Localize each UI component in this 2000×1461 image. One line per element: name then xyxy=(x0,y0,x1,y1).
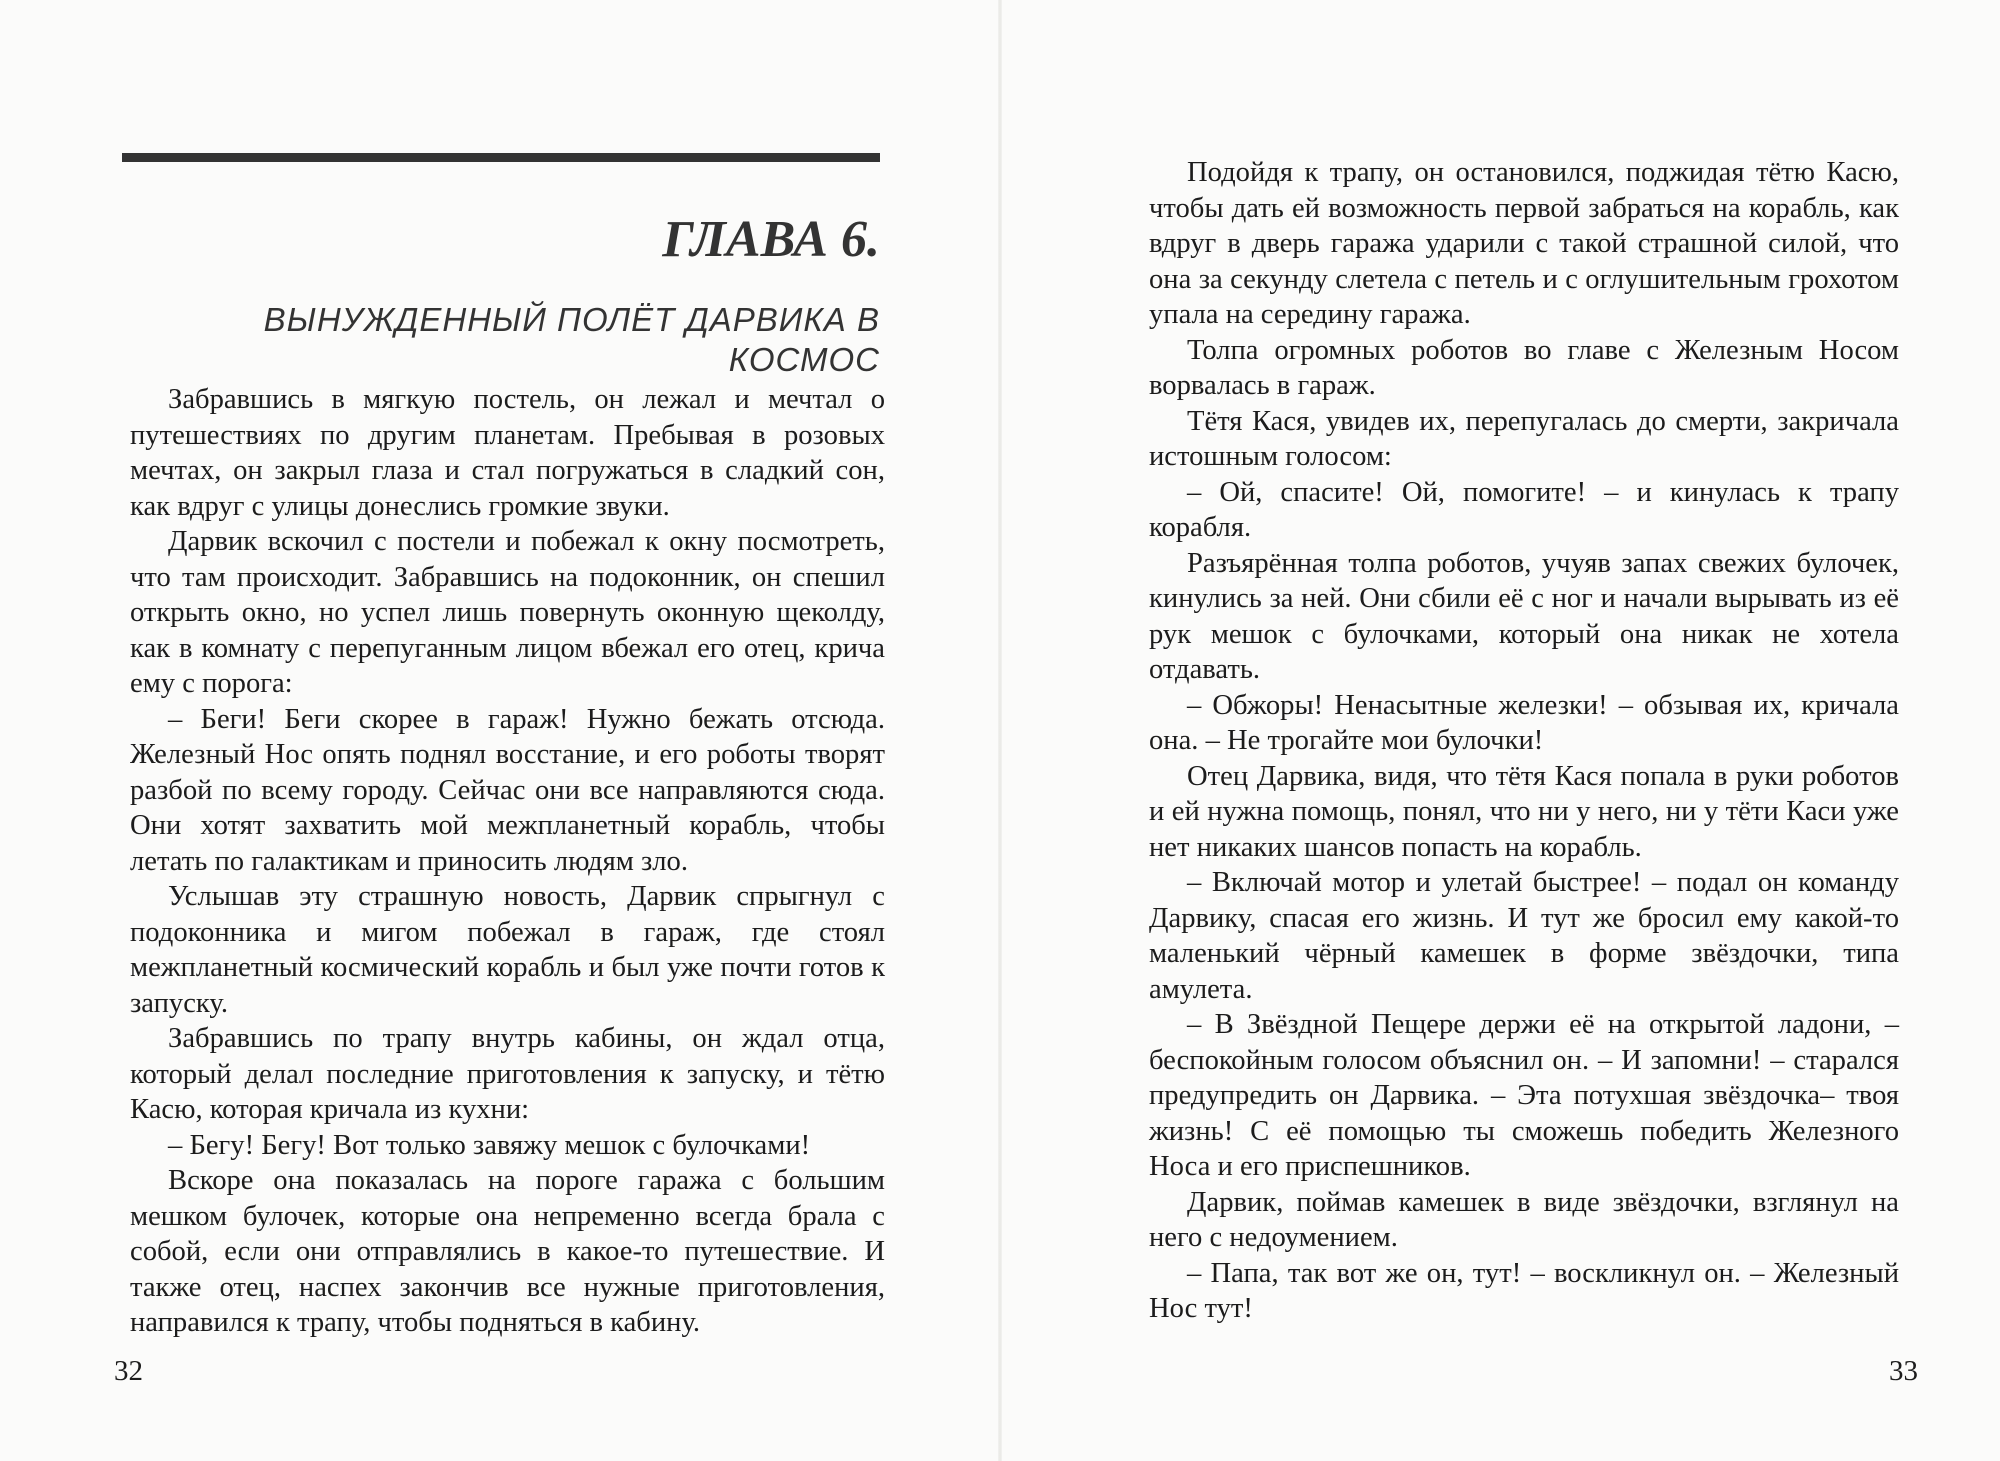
dialogue-paragraph: – Включай мотор и улетай быстрее! – подал он команду Дарвику, спасая его жизнь. И тут же бросил ему какой-то маленький чёрный камешек в форме звёздочки, типа амулета. xyxy=(1149,867,1899,1005)
paragraph: Дарвик вскочил с постели и побежал к окну посмотреть, что там происходит. Забравшись на подоконник, он спешил открыть окно, но успел лишь повернуть оконную щеколду, как в комнату с перепуганным лицом вбежал его отец, крича ему с порога: xyxy=(130,526,885,699)
paragraph: Вскоре она показалась на пороге гаража с большим мешком булочек, которые она непременно всегда брала с собой, если они отправлялись в какое-то путешествие. И также отец, наспех закончив все нужные приготовления, направился к трапу, чтобы подняться в кабину. xyxy=(130,1165,885,1338)
page-number-right: 33 xyxy=(1889,1355,1918,1387)
paragraph: Подойдя к трапу, он остановился, поджидая тётю Касю, чтобы дать ей возможность первой забраться на корабль, как вдруг в дверь гаража ударили с такой страшной силой, что она за секунду слетела с петель и с оглушительным грохотом упала на середину гаража. xyxy=(1149,157,1899,330)
dialogue-paragraph: – Папа, так вот же он, тут! – воскликнул он. – Железный Нос тут! xyxy=(1149,1257,1899,1324)
page-number-left: 32 xyxy=(114,1355,143,1387)
chapter-rule xyxy=(122,153,880,162)
chapter-title: ГЛАВА 6. xyxy=(662,211,880,268)
dialogue-paragraph: – Ой, спасите! Ой, помогите! – и кинулась к трапу корабля. xyxy=(1149,476,1899,543)
left-page xyxy=(0,0,998,1461)
paragraph: Отец Дарвика, видя, что тётя Кася попала в руки роботов и ей нужна помощь, понял, что ни у него, ни у тёти Каси уже нет никаких шансов попасть на корабль. xyxy=(1149,760,1899,863)
paragraph: Тётя Кася, увидев их, перепугалась до смерти, закричала истошным голосом: xyxy=(1149,405,1899,472)
paragraph: Толпа огромных роботов во главе с Железным Носом ворвалась в гараж. xyxy=(1149,334,1899,401)
dialogue-paragraph: – Обжоры! Ненасытные железки! – обзывая их, кричала она. – Не трогайте мои булочки! xyxy=(1149,689,1899,756)
paragraph: Разъярённая толпа роботов, учуяв запах свежих булочек, кинулись за ней. Они сбили её с ног и начали вырывать из её рук мешок с булочками, который она никак не хотела отдавать. xyxy=(1149,547,1899,685)
right-page-text xyxy=(1149,155,1899,1327)
left-page-text xyxy=(130,382,885,1341)
dialogue-paragraph: – Бегу! Бегу! Вот только завяжу мешок с булочками! xyxy=(168,1129,811,1161)
paragraph: Дарвик, поймав камешек в виде звёздочки, взглянул на него с недоумением. xyxy=(1149,1186,1899,1253)
paragraph: Услышав эту страшную новость, Дарвик спрыгнул с подоконника и мигом побежал в гараж, где стоял межпланетный космический корабль и был уже почти готов к запуску. xyxy=(130,881,885,1019)
dialogue-paragraph: – Беги! Беги скорее в гараж! Нужно бежать отсюда. Железный Нос опять поднял восстание, и его роботы творят разбой по всему городу. Сейчас они все направляются сюда. Они хотят захватить мой межпланетный корабль, чтобы летать по галактикам и приносить людям зло. xyxy=(130,703,885,877)
right-page xyxy=(1002,0,2000,1461)
paragraph: Забравшись по трапу внутрь кабины, он ждал отца, который делал последние приготовления к запуску, и тётю Касю, которая кричала из кухни: xyxy=(130,1023,885,1125)
paragraph: Забравшись в мягкую постель, он лежал и мечтал о путешествиях по другим планетам. Пребывая в розовых мечтах, он закрыл глаза и стал погружаться в сладкий сон, как вдруг с улицы донеслись громкие звуки. xyxy=(130,384,885,522)
chapter-subtitle: ВЫНУЖДЕННЫЙ ПОЛЁТ ДАРВИКА В КОСМОС xyxy=(263,301,880,378)
dialogue-paragraph: – В Звёздной Пещере держи её на открытой ладони, – беспокойным голосом объяснил он. – И запомни! – старался предупредить он Дарвика. – Эта потухшая звёздочка– твоя жизнь! С её помощью ты сможешь победить Железного Носа и его приспешников. xyxy=(1149,1009,1899,1182)
